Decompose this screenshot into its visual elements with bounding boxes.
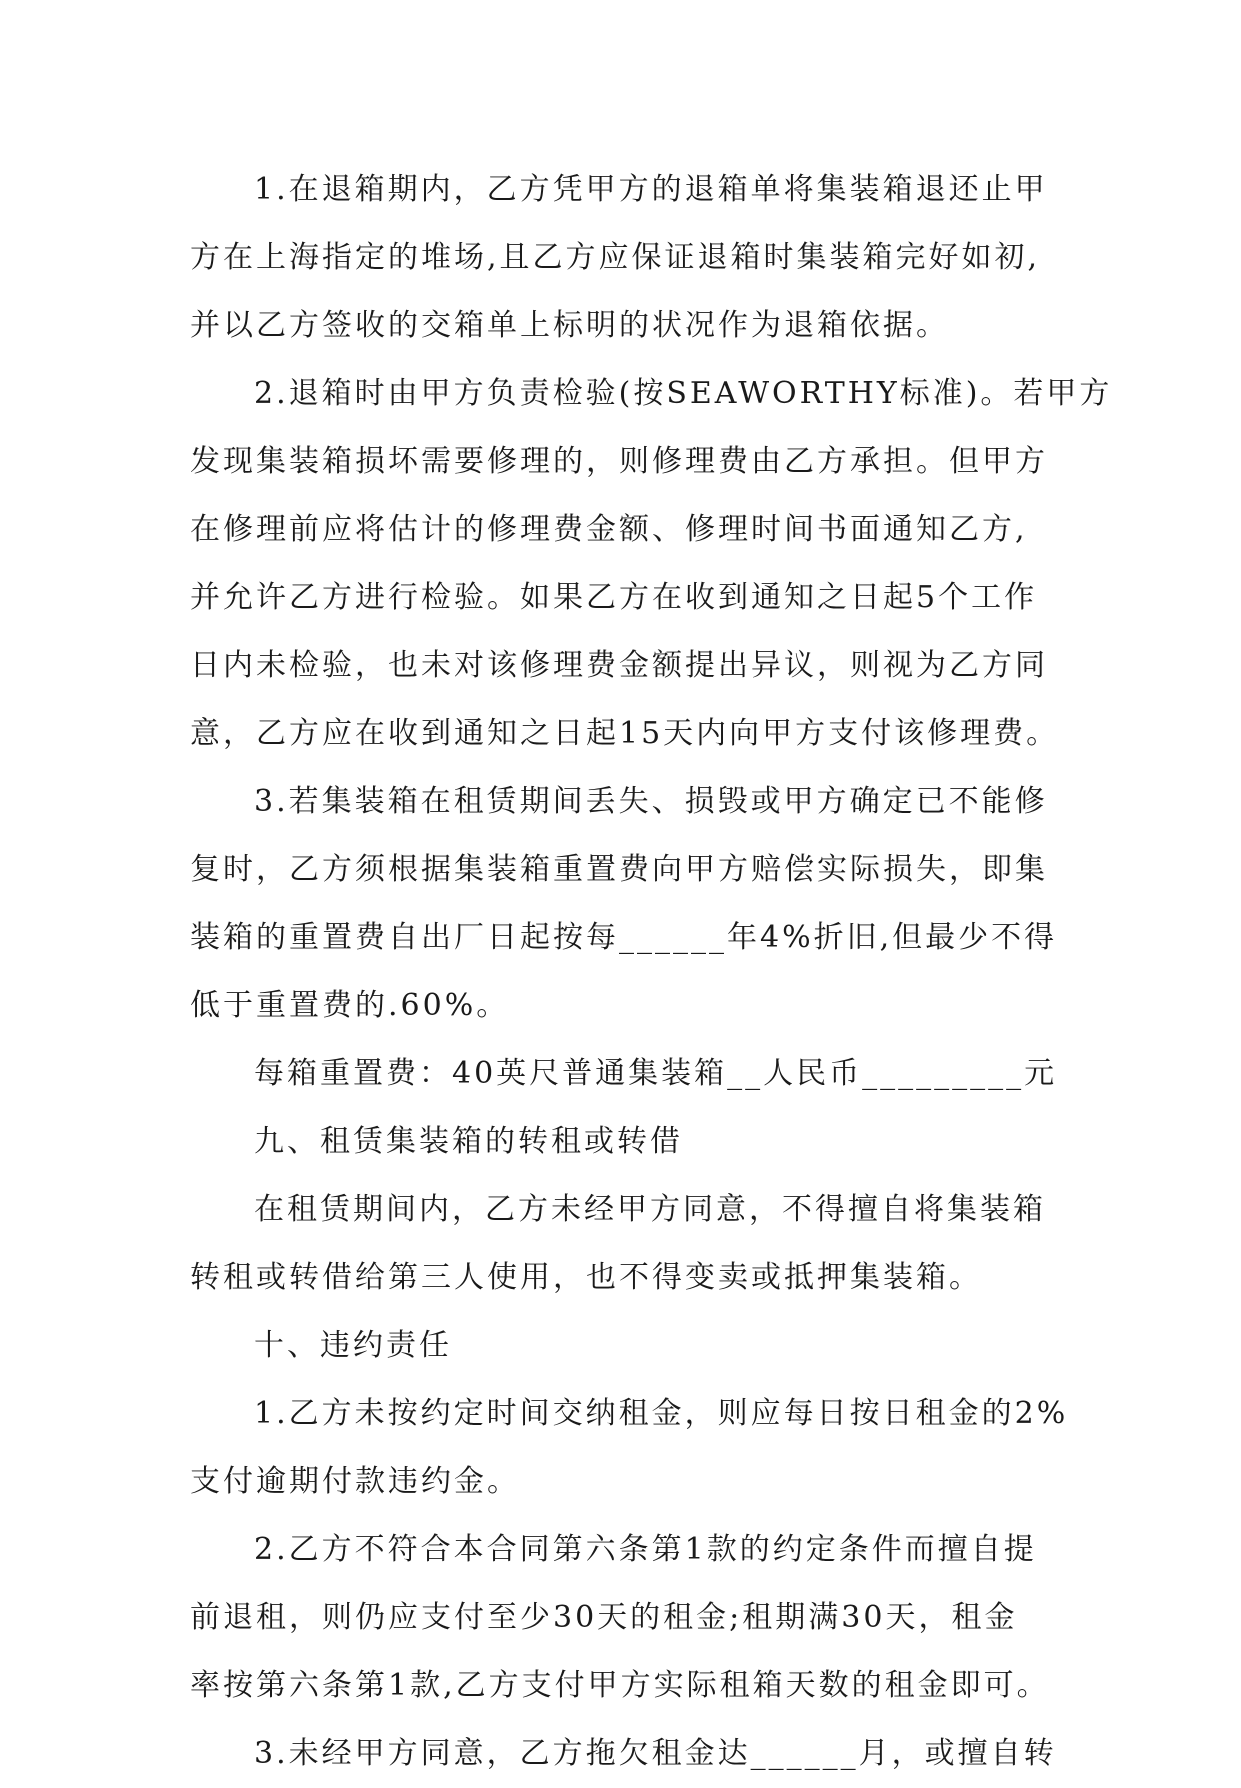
clause-10-3-line-1: 3.未经甲方同意，乙方拖欠租金达______月，或擅自转	[254, 1736, 1057, 1771]
clause-8-3-line-2: 复时，乙方须根据集装箱重置费向甲方赔偿实际损失，即集	[190, 852, 1048, 887]
clause-8-2-line-1: 2.退箱时由甲方负责检验(按SEAWORTHY标准)。若甲方	[254, 376, 1113, 411]
clause-8-3-line-4: 低于重置费的.60%。	[190, 988, 510, 1023]
clause-10-2-line-3: 率按第六条第1款,乙方支付甲方实际租箱天数的租金即可。	[190, 1668, 1050, 1703]
clause-8-1-line-1: 1.在退箱期内，乙方凭甲方的退箱单将集装箱退还止甲	[254, 172, 1048, 207]
clause-8-2-line-3: 在修理前应将估计的修理费金额、修理时间书面通知乙方,	[190, 512, 1028, 547]
clause-8-2-line-2: 发现集装箱损坏需要修理的，则修理费由乙方承担。但甲方	[190, 444, 1048, 479]
clause-8-2-line-6: 意，乙方应在收到通知之日起15天内向甲方支付该修理费。	[190, 716, 1060, 751]
clause-8-3-line-3: 装箱的重置费自出厂日起按每______年4%折旧,但最少不得	[190, 920, 1058, 955]
section-10-heading: 十、违约责任	[254, 1328, 452, 1363]
section-9-line-2: 转租或转借给第三人使用，也不得变卖或抵押集装箱。	[190, 1260, 982, 1295]
replacement-cost-line: 每箱重置费：40英尺普通集装箱__人民币_________元	[254, 1056, 1058, 1091]
clause-8-1-line-2: 方在上海指定的堆场,且乙方应保证退箱时集装箱完好如初,	[190, 240, 1041, 275]
clause-10-1-line-2: 支付逾期付款违约金。	[190, 1464, 520, 1499]
clause-8-2-line-5: 日内未检验，也未对该修理费金额提出异议，则视为乙方同	[190, 648, 1048, 683]
clause-10-1-line-1: 1.乙方未按约定时间交纳租金，则应每日按日租金的2%	[254, 1396, 1069, 1431]
clause-10-2-line-2: 前退租，则仍应支付至少30天的租金;租期满30天，租金	[190, 1600, 1018, 1635]
clause-8-1-line-3: 并以乙方签收的交箱单上标明的状况作为退箱依据。	[190, 308, 949, 343]
clause-10-2-line-1: 2.乙方不符合本合同第六条第1款的约定条件而擅自提	[254, 1532, 1037, 1567]
contract-text-body	[190, 156, 1113, 1788]
section-9-heading: 九、租赁集装箱的转租或转借	[254, 1124, 683, 1159]
clause-8-2-line-4: 并允许乙方进行检验。如果乙方在收到通知之日起5个工作	[190, 580, 1038, 615]
section-9-line-1: 在租赁期间内，乙方未经甲方同意，不得擅自将集装箱	[254, 1192, 1046, 1227]
clause-8-3-line-1: 3.若集装箱在租赁期间丢失、损毁或甲方确定已不能修	[254, 784, 1048, 819]
